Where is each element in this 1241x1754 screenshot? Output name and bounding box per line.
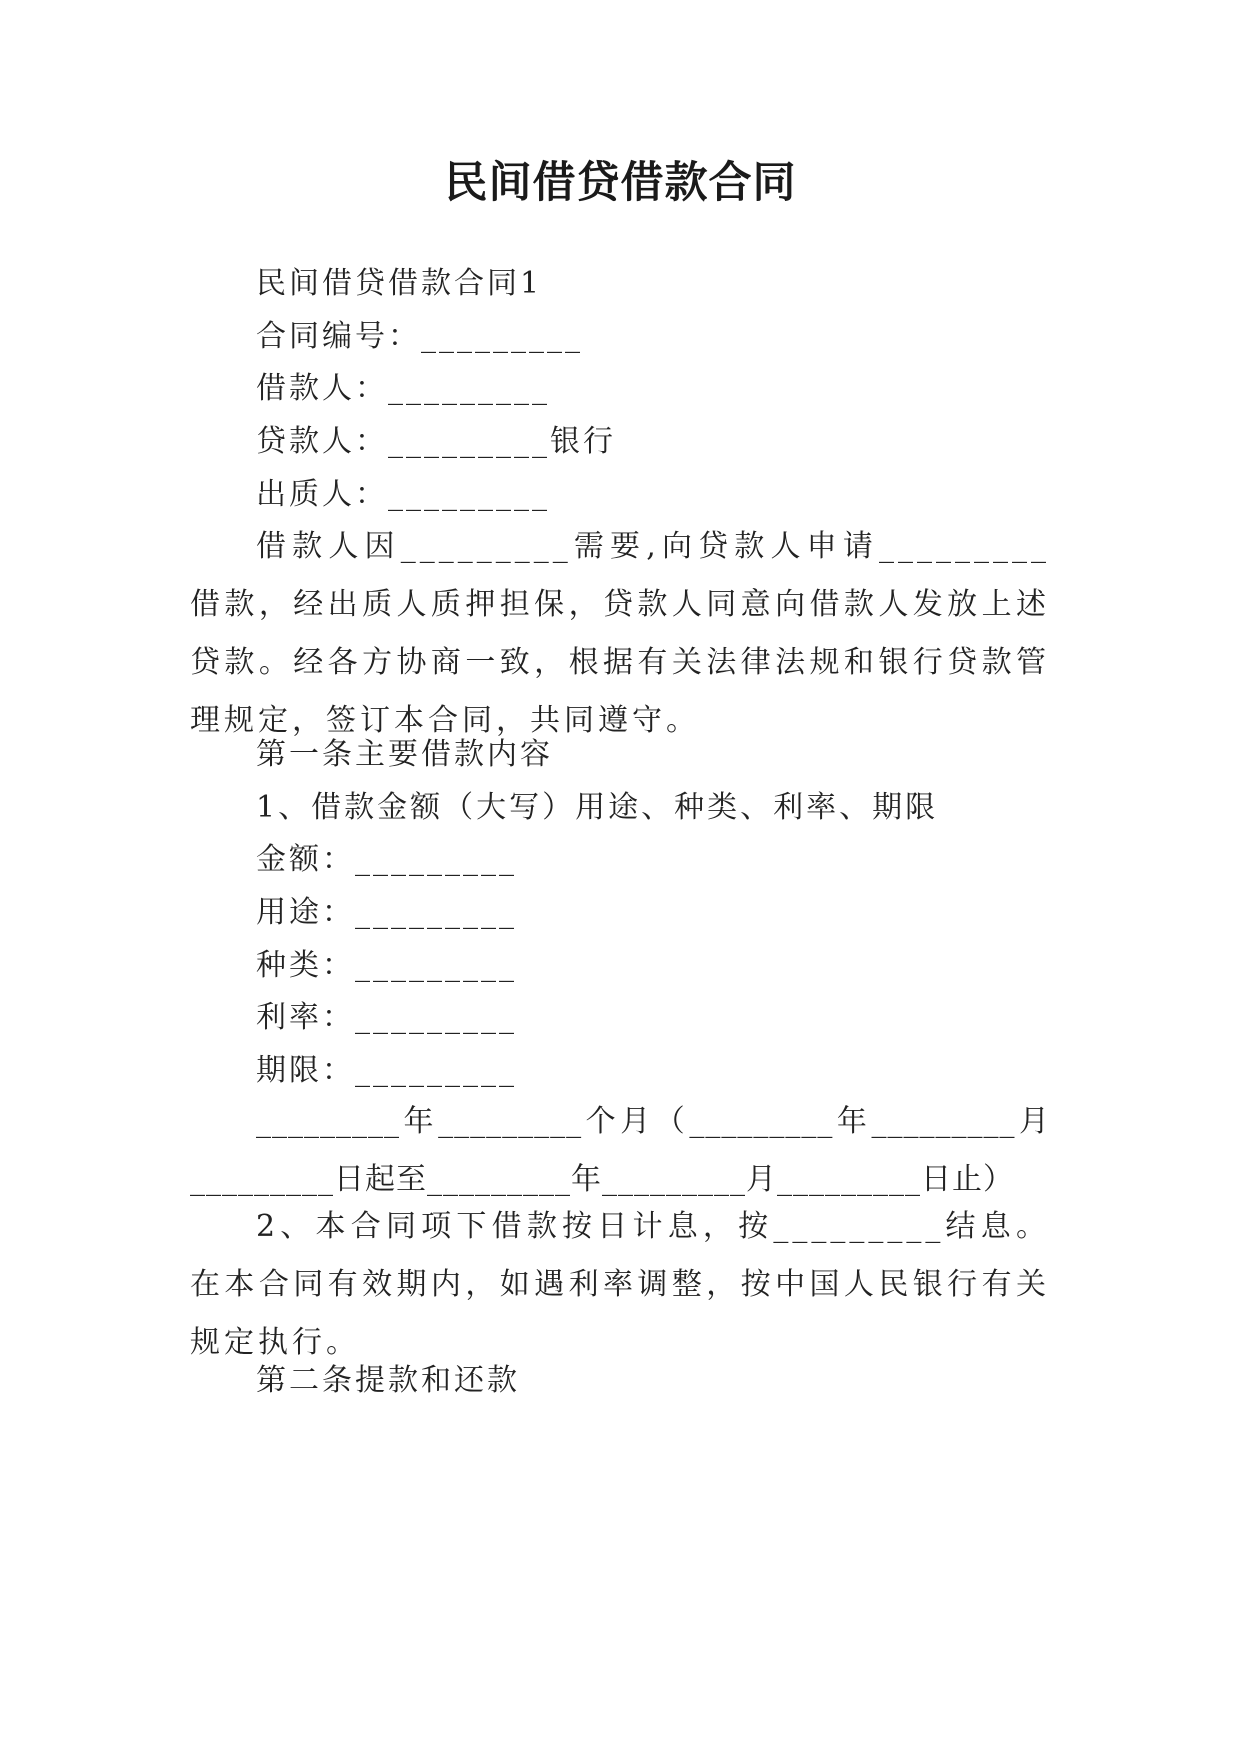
amount-line: 金额：_________ <box>256 842 517 877</box>
purpose-line: 用途：_________ <box>256 895 517 930</box>
lender-line: 贷款人：_________银行 <box>256 424 616 459</box>
pledgor-line: 出质人：_________ <box>256 477 550 512</box>
intro-paragraph: 借款人因_________需要,向贷款人申请_________借款，经出质人质押担保，贷款人同意向借款人发放上述贷款。经各方协商一致，根据有关法律法规和银行贷款管理规定，签订本合同，共同遵守。 <box>190 529 1050 738</box>
article-2-title: 第二条提款和还款 <box>256 1363 520 1398</box>
article-1-item-1: 1、借款金额（大写）用途、种类、利率、期限 <box>256 790 939 825</box>
article-1-title: 第一条主要借款内容 <box>256 737 553 772</box>
term-line: 期限：_________ <box>256 1053 517 1088</box>
type-line: 种类：_________ <box>256 948 517 983</box>
borrower-line: 借款人：_________ <box>256 371 550 406</box>
article-1-item-2: 2、本合同项下借款按日计息，按_________结息。在本合同有效期内，如遇利率调整，按中国人民银行有关规定执行。 <box>190 1209 1050 1360</box>
loan-period-paragraph: _________年_________个月（_________年_________月_________日起至_________年_________月_________日止） <box>190 1104 1050 1197</box>
rate-line: 利率：_________ <box>256 1000 517 1035</box>
contract-heading: 民间借贷借款合同1 <box>256 266 543 301</box>
document-title: 民间借贷借款合同 <box>444 158 797 208</box>
contract-number-line: 合同编号：_________ <box>256 319 583 354</box>
